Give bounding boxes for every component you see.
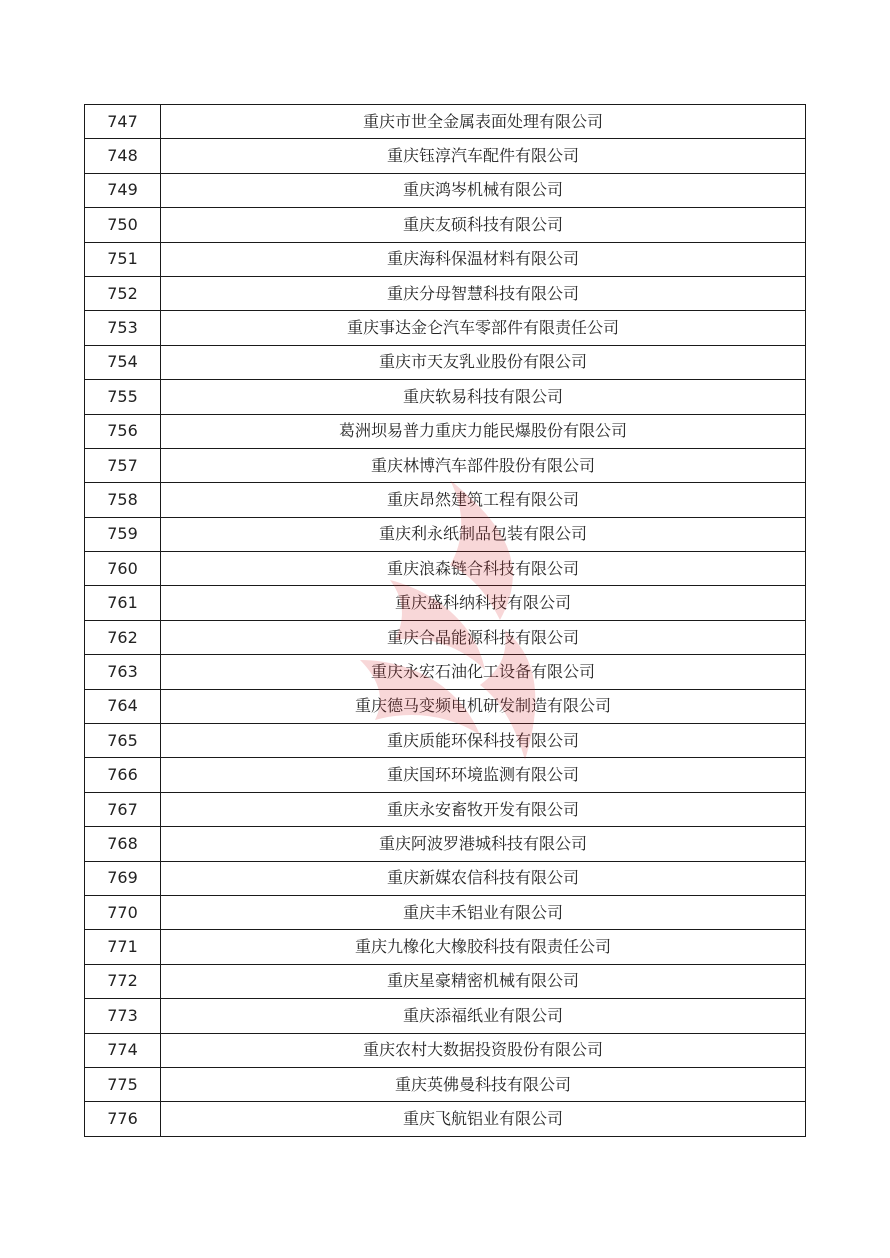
table-row bbox=[85, 586, 806, 620]
table-row bbox=[85, 242, 806, 276]
company-name-cell: 重庆国环环境监测有限公司 bbox=[161, 758, 806, 792]
table-row bbox=[85, 930, 806, 964]
table-row bbox=[85, 895, 806, 929]
serial-number-cell: 755 bbox=[85, 380, 161, 414]
company-name-cell: 重庆鸿岑机械有限公司 bbox=[161, 173, 806, 207]
company-name-cell: 重庆友硕科技有限公司 bbox=[161, 208, 806, 242]
serial-number-cell: 756 bbox=[85, 414, 161, 448]
table-row bbox=[85, 1033, 806, 1067]
table-row bbox=[85, 964, 806, 998]
company-name-cell: 重庆九橡化大橡胶科技有限责任公司 bbox=[161, 930, 806, 964]
table-row bbox=[85, 552, 806, 586]
table-row bbox=[85, 105, 806, 139]
company-name-cell: 重庆永安畜牧开发有限公司 bbox=[161, 792, 806, 826]
serial-number-cell: 774 bbox=[85, 1033, 161, 1067]
company-name-cell: 重庆利永纸制品包装有限公司 bbox=[161, 517, 806, 551]
table-row bbox=[85, 1067, 806, 1101]
serial-number-cell: 762 bbox=[85, 620, 161, 654]
company-name-cell: 重庆分母智慧科技有限公司 bbox=[161, 276, 806, 310]
company-name-cell: 重庆浪森链合科技有限公司 bbox=[161, 552, 806, 586]
serial-number-cell: 754 bbox=[85, 345, 161, 379]
company-name-cell: 重庆飞航铝业有限公司 bbox=[161, 1102, 806, 1136]
company-name-cell: 重庆软易科技有限公司 bbox=[161, 380, 806, 414]
serial-number-cell: 775 bbox=[85, 1067, 161, 1101]
company-name-cell: 重庆星豪精密机械有限公司 bbox=[161, 964, 806, 998]
company-name-cell: 重庆农村大数据投资股份有限公司 bbox=[161, 1033, 806, 1067]
table-row bbox=[85, 1102, 806, 1136]
company-name-cell: 重庆质能环保科技有限公司 bbox=[161, 724, 806, 758]
company-name-cell: 重庆阿波罗港城科技有限公司 bbox=[161, 827, 806, 861]
company-name-cell: 重庆昂然建筑工程有限公司 bbox=[161, 483, 806, 517]
table-row bbox=[85, 724, 806, 758]
company-name-cell: 重庆德马变频电机研发制造有限公司 bbox=[161, 689, 806, 723]
table-row bbox=[85, 208, 806, 242]
table-row bbox=[85, 827, 806, 861]
company-name-cell: 葛洲坝易普力重庆力能民爆股份有限公司 bbox=[161, 414, 806, 448]
serial-number-cell: 771 bbox=[85, 930, 161, 964]
company-name-cell: 重庆新媒农信科技有限公司 bbox=[161, 861, 806, 895]
serial-number-cell: 773 bbox=[85, 999, 161, 1033]
serial-number-cell: 764 bbox=[85, 689, 161, 723]
company-name-cell: 重庆添福纸业有限公司 bbox=[161, 999, 806, 1033]
company-name-cell: 重庆永宏石油化工设备有限公司 bbox=[161, 655, 806, 689]
table-body bbox=[85, 105, 806, 1137]
company-name-cell: 重庆英佛曼科技有限公司 bbox=[161, 1067, 806, 1101]
table-row bbox=[85, 448, 806, 482]
table-row bbox=[85, 792, 806, 826]
serial-number-cell: 757 bbox=[85, 448, 161, 482]
serial-number-cell: 765 bbox=[85, 724, 161, 758]
table-row bbox=[85, 758, 806, 792]
serial-number-cell: 761 bbox=[85, 586, 161, 620]
company-name-cell: 重庆事达金仑汽车零部件有限责任公司 bbox=[161, 311, 806, 345]
company-name-cell: 重庆市天友乳业股份有限公司 bbox=[161, 345, 806, 379]
serial-number-cell: 759 bbox=[85, 517, 161, 551]
table-row bbox=[85, 999, 806, 1033]
serial-number-cell: 767 bbox=[85, 792, 161, 826]
table-row bbox=[85, 620, 806, 654]
company-name-cell: 重庆丰禾铝业有限公司 bbox=[161, 895, 806, 929]
serial-number-cell: 749 bbox=[85, 173, 161, 207]
serial-number-cell: 766 bbox=[85, 758, 161, 792]
serial-number-cell: 758 bbox=[85, 483, 161, 517]
serial-number-cell: 760 bbox=[85, 552, 161, 586]
table-row bbox=[85, 311, 806, 345]
table-row bbox=[85, 380, 806, 414]
company-name-cell: 重庆盛科纳科技有限公司 bbox=[161, 586, 806, 620]
serial-number-cell: 772 bbox=[85, 964, 161, 998]
company-name-cell: 重庆合晶能源科技有限公司 bbox=[161, 620, 806, 654]
company-name-cell: 重庆市世全金属表面处理有限公司 bbox=[161, 105, 806, 139]
table-row bbox=[85, 276, 806, 310]
serial-number-cell: 770 bbox=[85, 895, 161, 929]
table-row bbox=[85, 345, 806, 379]
table-row bbox=[85, 517, 806, 551]
company-name-cell: 重庆林博汽车部件股份有限公司 bbox=[161, 448, 806, 482]
serial-number-cell: 768 bbox=[85, 827, 161, 861]
table-row bbox=[85, 689, 806, 723]
table-row bbox=[85, 483, 806, 517]
table-row bbox=[85, 173, 806, 207]
table-row bbox=[85, 414, 806, 448]
company-name-cell: 重庆钰淳汽车配件有限公司 bbox=[161, 139, 806, 173]
serial-number-cell: 763 bbox=[85, 655, 161, 689]
table-row bbox=[85, 139, 806, 173]
serial-number-cell: 750 bbox=[85, 208, 161, 242]
company-name-cell: 重庆海科保温材料有限公司 bbox=[161, 242, 806, 276]
table-row bbox=[85, 861, 806, 895]
company-list-table bbox=[84, 104, 806, 1137]
serial-number-cell: 769 bbox=[85, 861, 161, 895]
serial-number-cell: 747 bbox=[85, 105, 161, 139]
serial-number-cell: 752 bbox=[85, 276, 161, 310]
serial-number-cell: 748 bbox=[85, 139, 161, 173]
serial-number-cell: 776 bbox=[85, 1102, 161, 1136]
table-row bbox=[85, 655, 806, 689]
serial-number-cell: 753 bbox=[85, 311, 161, 345]
serial-number-cell: 751 bbox=[85, 242, 161, 276]
